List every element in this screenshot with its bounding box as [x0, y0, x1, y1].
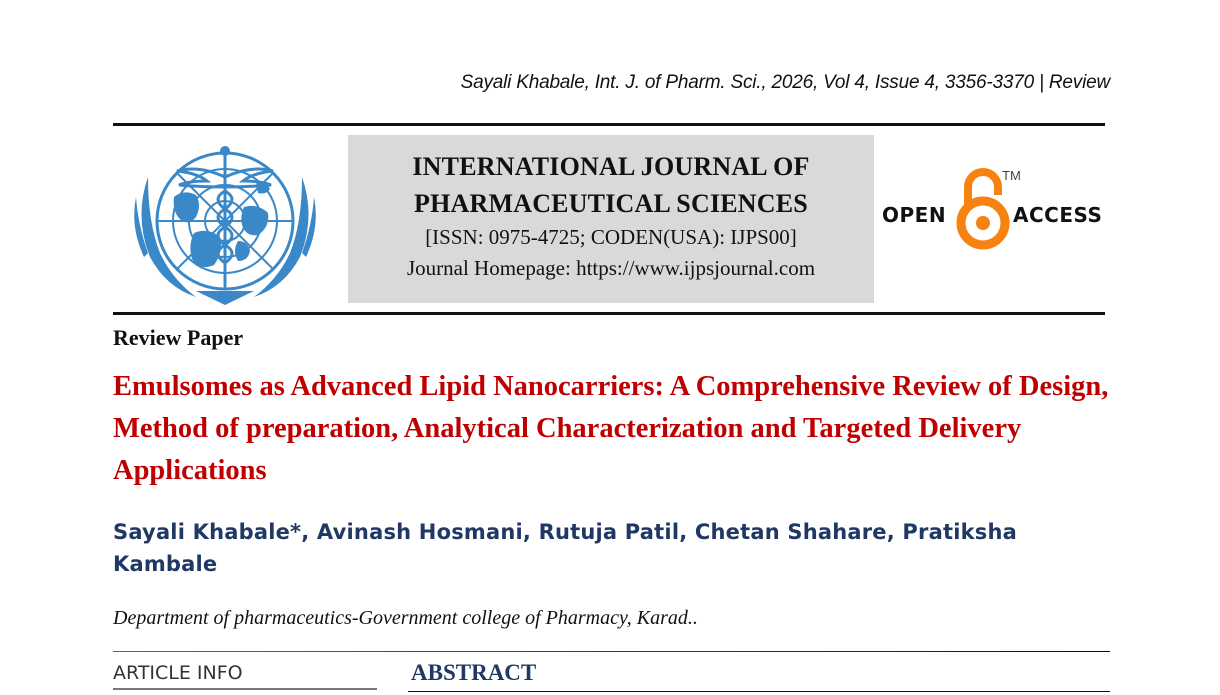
journal-masthead-box: [348, 135, 874, 303]
abstract-underline: [408, 691, 1110, 692]
journal-logo: [126, 137, 324, 305]
open-access-open-text: OPEN: [882, 203, 947, 227]
journal-issn: [ISSN: 0975-4725; CODEN(USA): IJPS00]: [425, 225, 797, 249]
article-info-underline: [113, 688, 377, 690]
open-access-access-text: ACCESS: [1013, 203, 1103, 227]
journal-title-line2: PHARMACEUTICAL SCIENCES: [414, 189, 808, 218]
article-title: Emulsomes as Advanced Lipid Nanocarriers: A Comprehensive Review of Design, Method of preparation, Analytical Characterization and Targeted Delivery Applications: [113, 371, 1109, 486]
open-access-badge: [880, 165, 1110, 255]
paper-type-label: Review Paper: [113, 325, 244, 350]
author-affiliation: Department of pharmaceutics-Government college of Pharmacy, Karad..: [113, 607, 698, 629]
trademark-symbol: TM: [1002, 168, 1021, 183]
abstract-heading: ABSTRACT: [411, 660, 537, 685]
affiliation-divider: [113, 651, 1110, 652]
journal-title-line1: INTERNATIONAL JOURNAL OF: [412, 152, 810, 181]
header-top-rule: [113, 123, 1105, 126]
author-list: Sayali Khabale*, Avinash Hosmani, Rutuja Patil, Chetan Shahare, Pratiksha Kambale: [113, 520, 1017, 576]
journal-homepage: Journal Homepage: https://www.ijpsjournal.com: [406, 256, 816, 280]
header-bottom-rule: [113, 312, 1105, 315]
running-head: Sayali Khabale, Int. J. of Pharm. Sci., 2026, Vol 4, Issue 4, 3356-3370 | Review: [460, 72, 1110, 93]
article-info-heading: ARTICLE INFO: [113, 662, 243, 684]
caduceus-globe-wreath-logo-icon: [126, 137, 324, 305]
